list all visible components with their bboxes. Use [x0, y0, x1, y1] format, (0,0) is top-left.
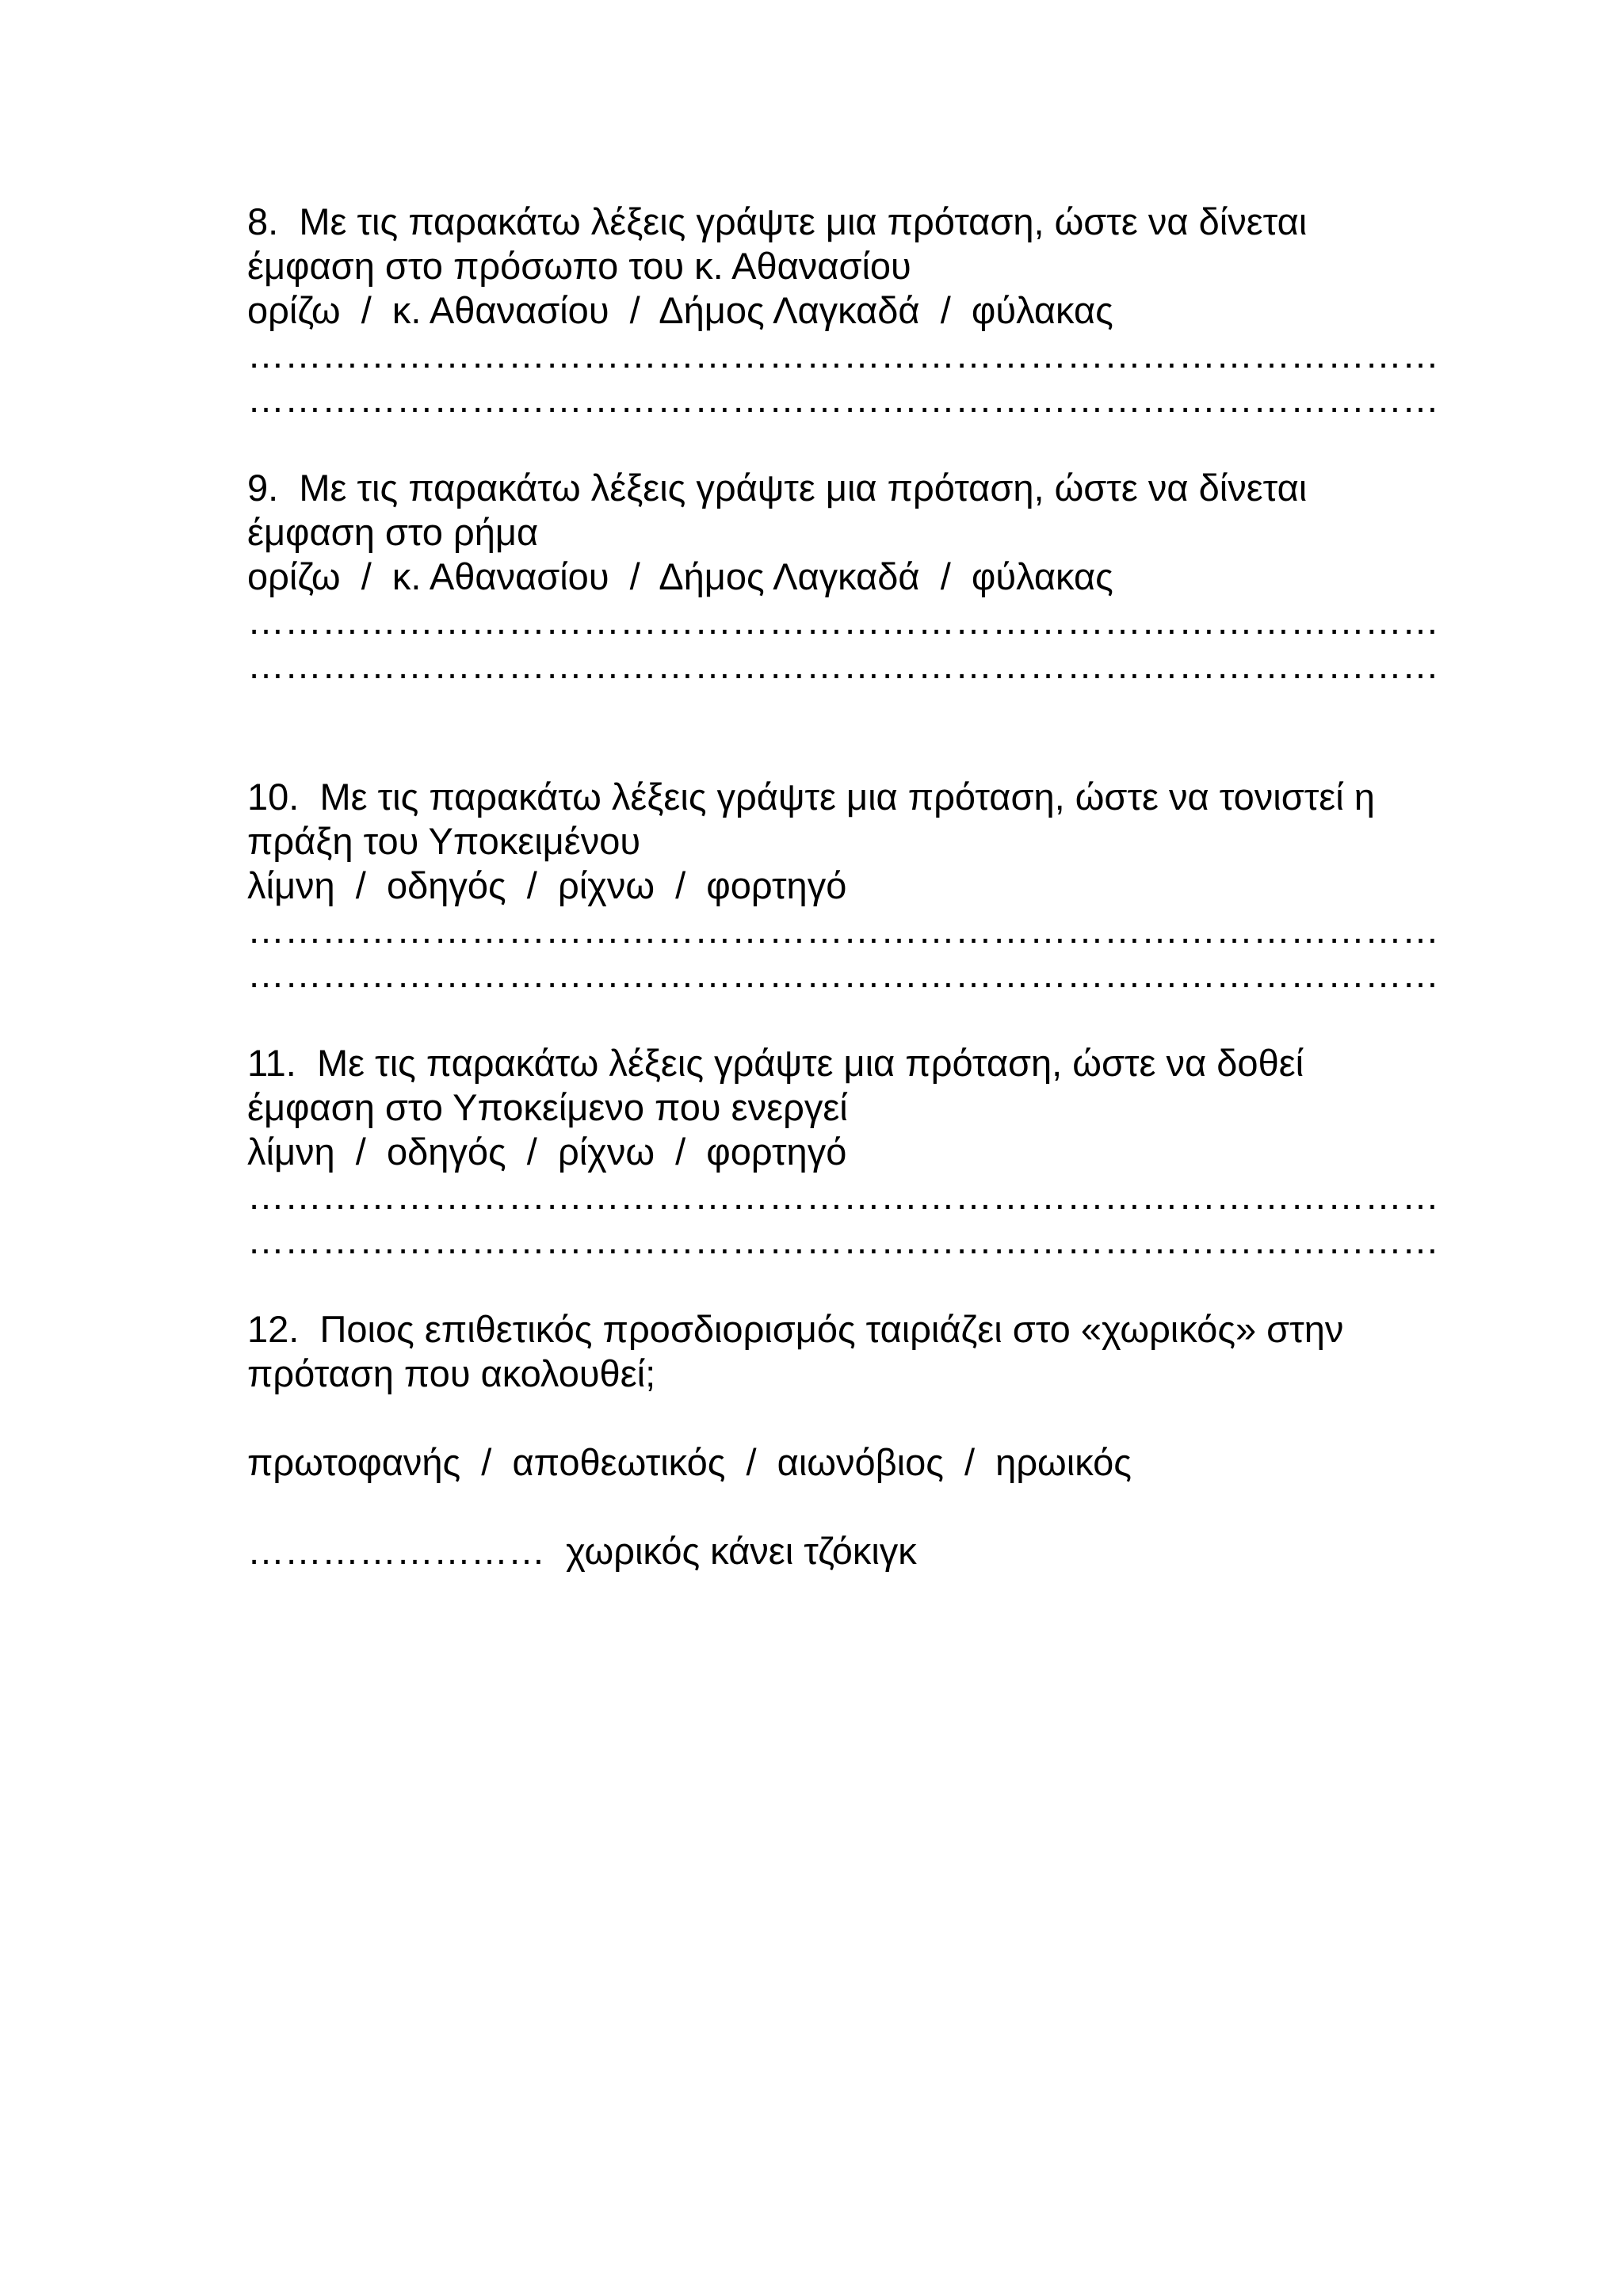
- question-12-sentence: …………………… χωρικός κάνει τζόκιγκ: [247, 1530, 917, 1572]
- question-12-line-1: 12. Ποιος επιθετικός προσδιορισμός ταιριάζει στο «χωρικός» στην: [247, 1308, 1344, 1350]
- question-8-words: ορίζω / κ. Αθανασίου / Δήμος Λαγκαδά / φύλακας: [247, 289, 1113, 331]
- question-9-answer-line-2: ……………………………………………………………………………………: [247, 644, 1439, 686]
- question-9-words: ορίζω / κ. Αθανασίου / Δήμος Λαγκαδά / φύλακας: [247, 555, 1113, 597]
- question-10-words: λίμνη / οδηγός / ρίχνω / φορτηγό: [247, 864, 847, 906]
- question-9-answer-line-1: ……………………………………………………………………………………: [247, 600, 1439, 642]
- question-8-answer-line-2: ……………………………………………………………………………………: [247, 378, 1439, 420]
- question-11-answer-line-1: ……………………………………………………………………………………: [247, 1175, 1439, 1217]
- question-10-answer-line-1: ……………………………………………………………………………………: [247, 909, 1439, 951]
- question-12-line-2: πρόταση που ακολουθεί;: [247, 1352, 656, 1394]
- question-9-line-2: έμφαση στο ρήμα: [247, 511, 539, 553]
- question-8-line-1: 8. Με τις παρακάτω λέξεις γράψτε μια πρόταση, ώστε να δίνεται: [247, 200, 1308, 242]
- question-8-line-2: έμφαση στο πρόσωπο του κ. Αθανασίου: [247, 245, 911, 287]
- question-10-line-2: πράξη του Υποκειμένου: [247, 820, 641, 862]
- question-10-answer-line-2: ……………………………………………………………………………………: [247, 953, 1439, 995]
- question-11-line-1: 11. Με τις παρακάτω λέξεις γράψτε μια πρόταση, ώστε να δοθεί: [247, 1042, 1304, 1084]
- question-10-line-1: 10. Με τις παρακάτω λέξεις γράψτε μια πρόταση, ώστε να τονιστεί η: [247, 776, 1375, 818]
- question-12-options: πρωτοφανής / αποθεωτικός / αιωνόβιος / ηρωικός: [247, 1441, 1132, 1483]
- question-11-words: λίμνη / οδηγός / ρίχνω / φορτηγό: [247, 1131, 847, 1173]
- question-11-answer-line-2: ……………………………………………………………………………………: [247, 1219, 1439, 1261]
- question-11-line-2: έμφαση στο Υποκείμενο που ενεργεί: [247, 1086, 848, 1128]
- question-9-line-1: 9. Με τις παρακάτω λέξεις γράψτε μια πρόταση, ώστε να δίνεται: [247, 467, 1308, 509]
- question-8-answer-line-1: ……………………………………………………………………………………: [247, 334, 1439, 376]
